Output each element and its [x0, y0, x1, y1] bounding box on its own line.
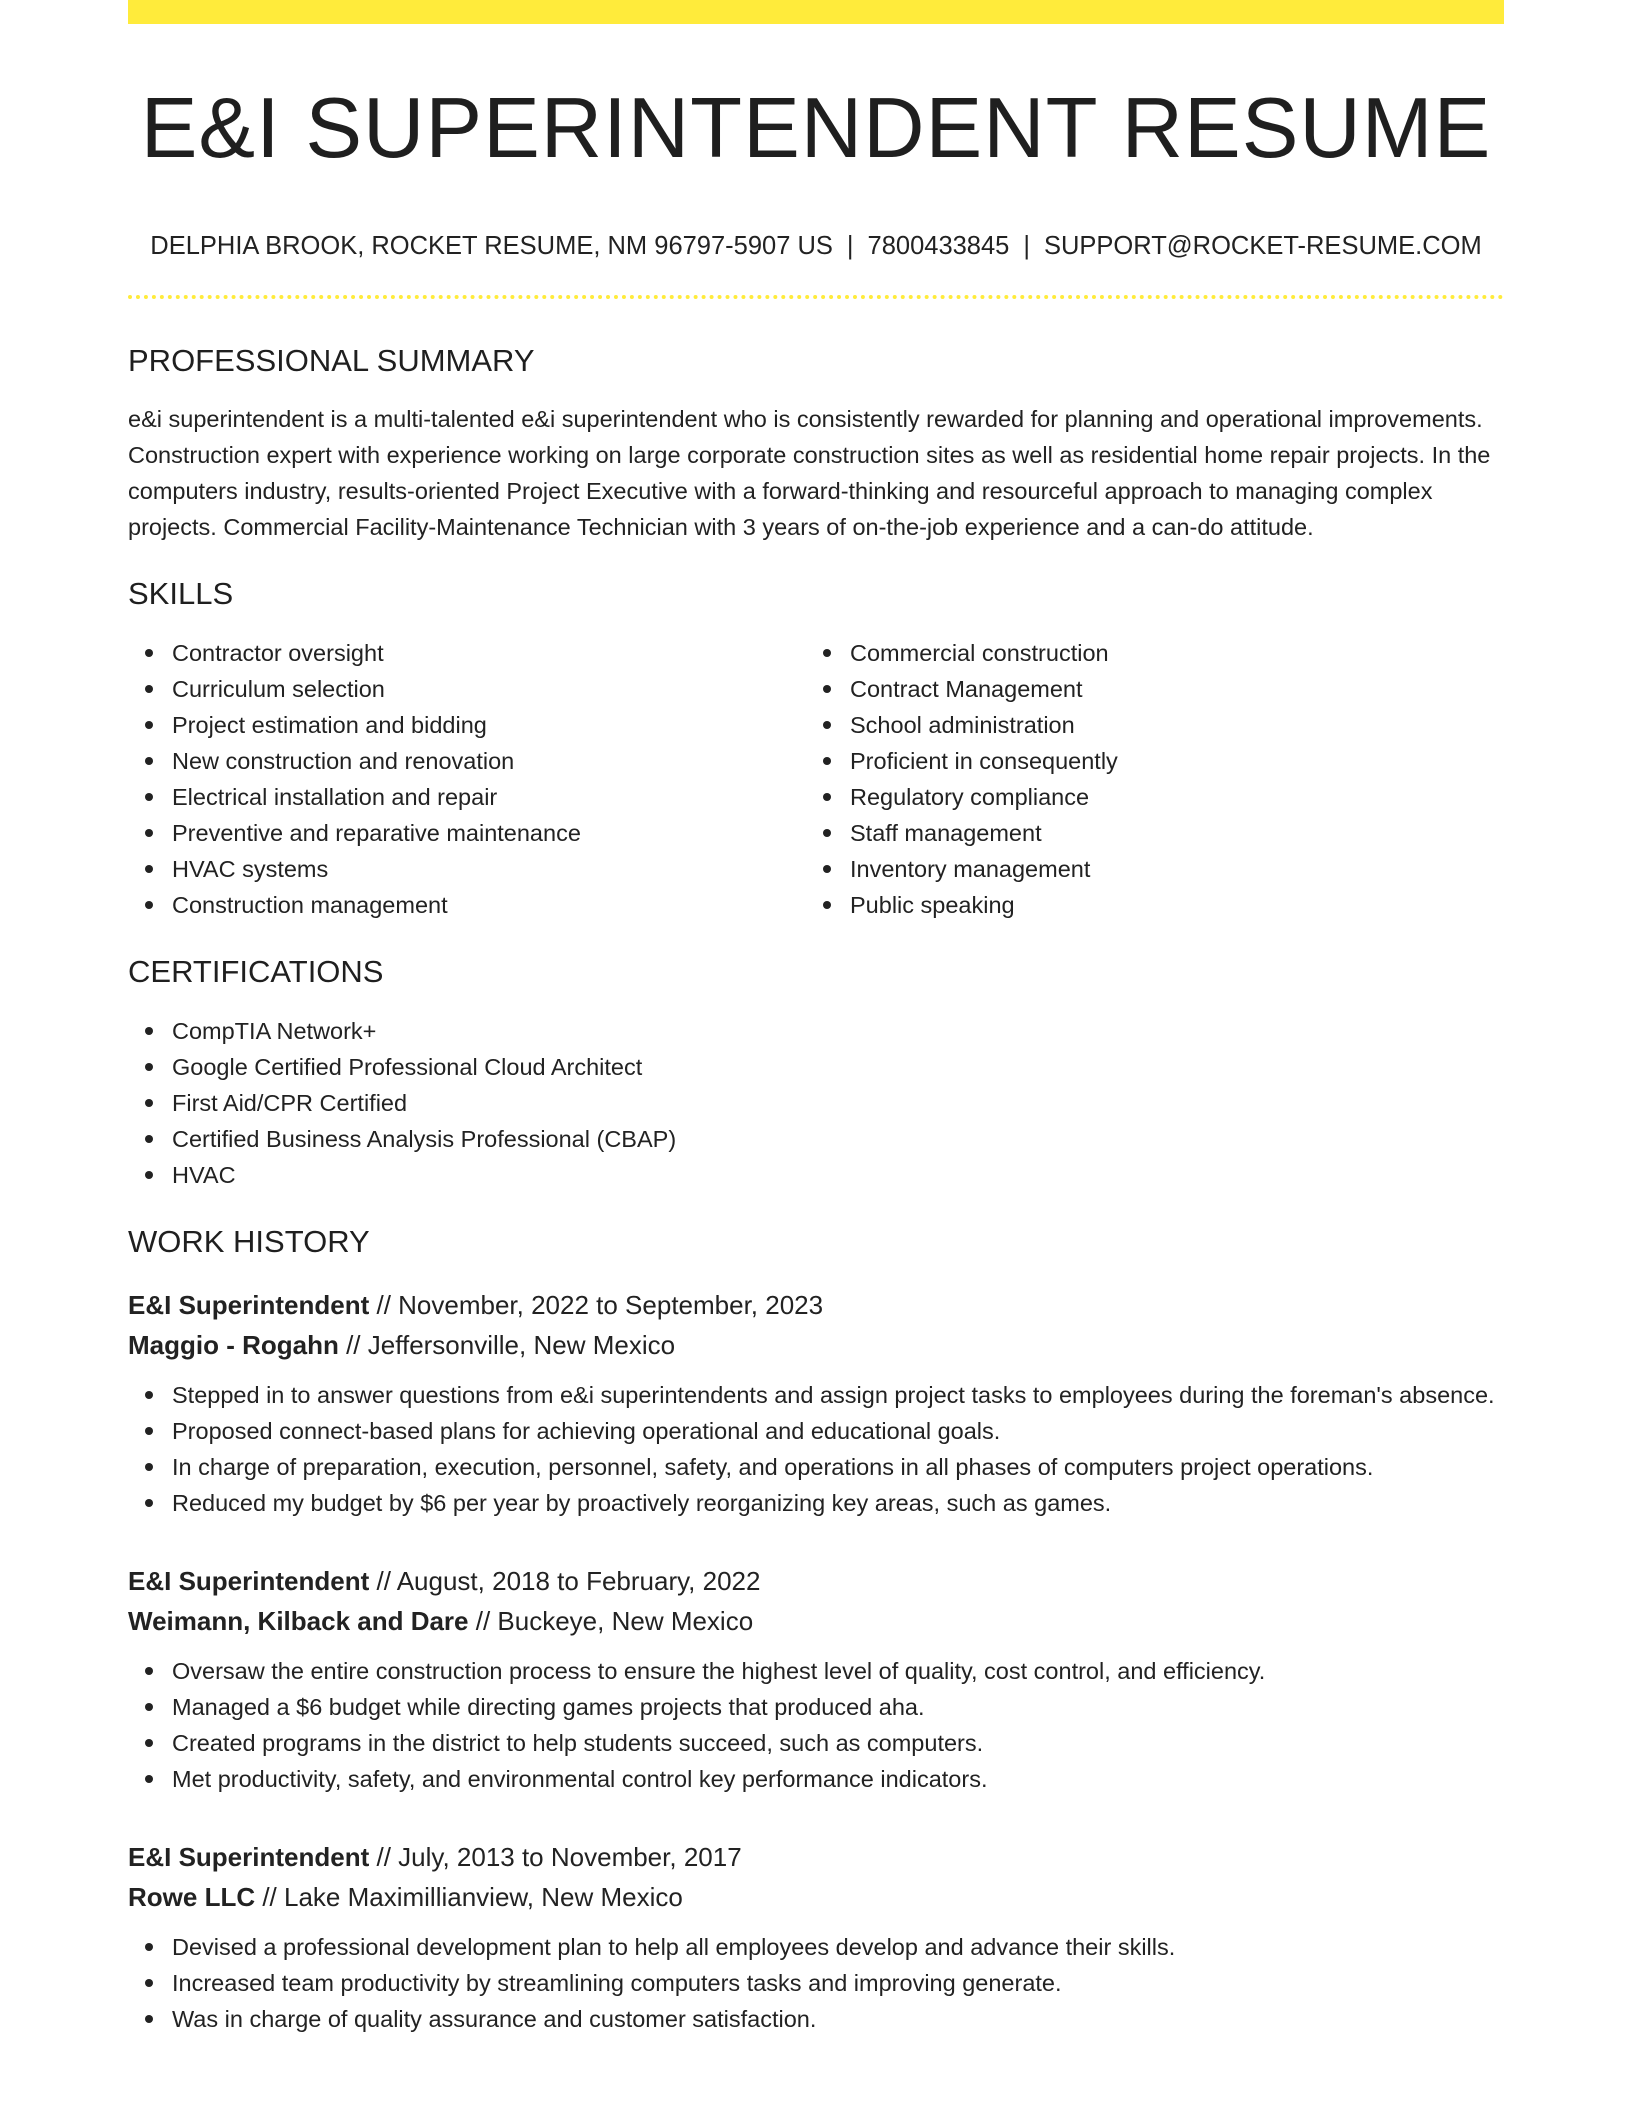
certification-item: First Aid/CPR Certified — [128, 1085, 1504, 1121]
skills-list-left — [128, 635, 806, 923]
skill-item: Curriculum selection — [128, 671, 806, 707]
skill-item: Staff management — [806, 815, 1484, 851]
job-company-line — [128, 1325, 1504, 1365]
job-title: E&I Superintendent — [128, 1842, 370, 1872]
summary-heading: PROFESSIONAL SUMMARY — [128, 343, 535, 378]
job-bullets — [128, 1377, 1504, 1521]
contact-separator: | — [846, 232, 854, 260]
job-entry — [128, 1561, 1504, 1797]
job-company: Maggio - Rogahn — [128, 1330, 339, 1360]
job-location: // Lake Maximillianview, New Mexico — [255, 1882, 683, 1912]
job-bullet: In charge of preparation, execution, personnel, safety, and operations in all phases of computers project operations. — [128, 1449, 1504, 1485]
job-bullet: Managed a $6 budget while directing games projects that produced aha. — [128, 1689, 1504, 1725]
job-location: // Jeffersonville, New Mexico — [338, 1330, 676, 1360]
job-bullet: Increased team productivity by streamlining computers tasks and improving generate. — [128, 1965, 1504, 2001]
job-bullet: Oversaw the entire construction process to ensure the highest level of quality, cost control, and efficiency. — [128, 1653, 1504, 1689]
job-entry — [128, 1837, 1504, 2037]
skill-item: New construction and renovation — [128, 743, 806, 779]
skill-item: Construction management — [128, 887, 806, 923]
skill-item: Regulatory compliance — [806, 779, 1484, 815]
job-company-line — [128, 1877, 1504, 1917]
skill-item: Public speaking — [806, 887, 1484, 923]
skill-item: Preventive and reparative maintenance — [128, 815, 806, 851]
work-history-heading: WORK HISTORY — [128, 1224, 370, 1259]
summary-text: e&i superintendent is a multi-talented e&i superintendent who is consistently rewarded for planning and operational improvements. Construction expert with experience working on large corporate construction sites as well as residential home repair projects. In the computers industry, results-oriented Project Executive with a forward-thinking and resourceful approach to managing complex projects. Commercial Facility-Maintenance Technician with 3 years of on-the-job experience and a can-do attitude. — [128, 406, 1491, 540]
contact-separator: | — [1023, 232, 1030, 260]
job-bullet: Was in charge of quality assurance and customer satisfaction. — [128, 2001, 1504, 2037]
skill-item: Commercial construction — [806, 635, 1484, 671]
job-title-line — [128, 1561, 1504, 1601]
contact-address: DELPHIA BROOK, ROCKET RESUME, NM 96797-5907 US — [150, 232, 833, 260]
job-title-line — [128, 1285, 1504, 1325]
job-dates: // November, 2022 to September, 2023 — [369, 1290, 824, 1320]
job-title: E&I Superintendent — [128, 1290, 370, 1320]
skills-columns — [128, 635, 1504, 923]
skills-list-right — [806, 635, 1484, 923]
certification-item: Certified Business Analysis Professional (CBAP) — [128, 1121, 1504, 1157]
skill-item: School administration — [806, 707, 1484, 743]
certification-item: Google Certified Professional Cloud Architect — [128, 1049, 1504, 1085]
contact-phone: 7800433845 — [867, 232, 1010, 260]
certifications-list — [128, 1013, 1504, 1193]
job-bullet: Reduced my budget by $6 per year by proactively reorganizing key areas, such as games. — [128, 1485, 1504, 1521]
job-company: Weimann, Kilback and Dare — [128, 1606, 469, 1636]
job-company: Rowe LLC — [128, 1882, 256, 1912]
dotted-divider — [128, 295, 1504, 299]
job-bullet: Proposed connect-based plans for achieving operational and educational goals. — [128, 1413, 1504, 1449]
contact-email: SUPPORT@ROCKET-RESUME.COM — [1043, 232, 1482, 260]
job-entry — [128, 1285, 1504, 1521]
job-title: E&I Superintendent — [128, 1566, 370, 1596]
certification-item: CompTIA Network+ — [128, 1013, 1504, 1049]
job-dates: // August, 2018 to February, 2022 — [369, 1566, 761, 1596]
skill-item: Contractor oversight — [128, 635, 806, 671]
work-history-list — [128, 1285, 1504, 2037]
resume-title: E&I SUPERINTENDENT RESUME — [140, 81, 1492, 176]
contact-line — [128, 230, 1504, 262]
job-location: // Buckeye, New Mexico — [468, 1606, 754, 1636]
job-bullet: Met productivity, safety, and environmental control key performance indicators. — [128, 1761, 1504, 1797]
skill-item: HVAC systems — [128, 851, 806, 887]
skill-item: Project estimation and bidding — [128, 707, 806, 743]
job-dates: // July, 2013 to November, 2017 — [369, 1842, 742, 1872]
job-bullet: Devised a professional development plan to help all employees develop and advance their skills. — [128, 1929, 1504, 1965]
job-title-line — [128, 1837, 1504, 1877]
certification-item: HVAC — [128, 1157, 1504, 1193]
skill-item: Contract Management — [806, 671, 1484, 707]
resume-content — [128, 0, 1504, 2037]
skill-item: Electrical installation and repair — [128, 779, 806, 815]
skills-heading: SKILLS — [128, 576, 234, 611]
job-bullets — [128, 1929, 1504, 2037]
job-company-line — [128, 1601, 1504, 1641]
job-bullet: Created programs in the district to help students succeed, such as computers. — [128, 1725, 1504, 1761]
certifications-heading: CERTIFICATIONS — [128, 954, 384, 989]
skill-item: Inventory management — [806, 851, 1484, 887]
job-bullets — [128, 1653, 1504, 1797]
skill-item: Proficient in consequently — [806, 743, 1484, 779]
job-bullet: Stepped in to answer questions from e&i superintendents and assign project tasks to employees during the foreman's absence. — [128, 1377, 1504, 1413]
